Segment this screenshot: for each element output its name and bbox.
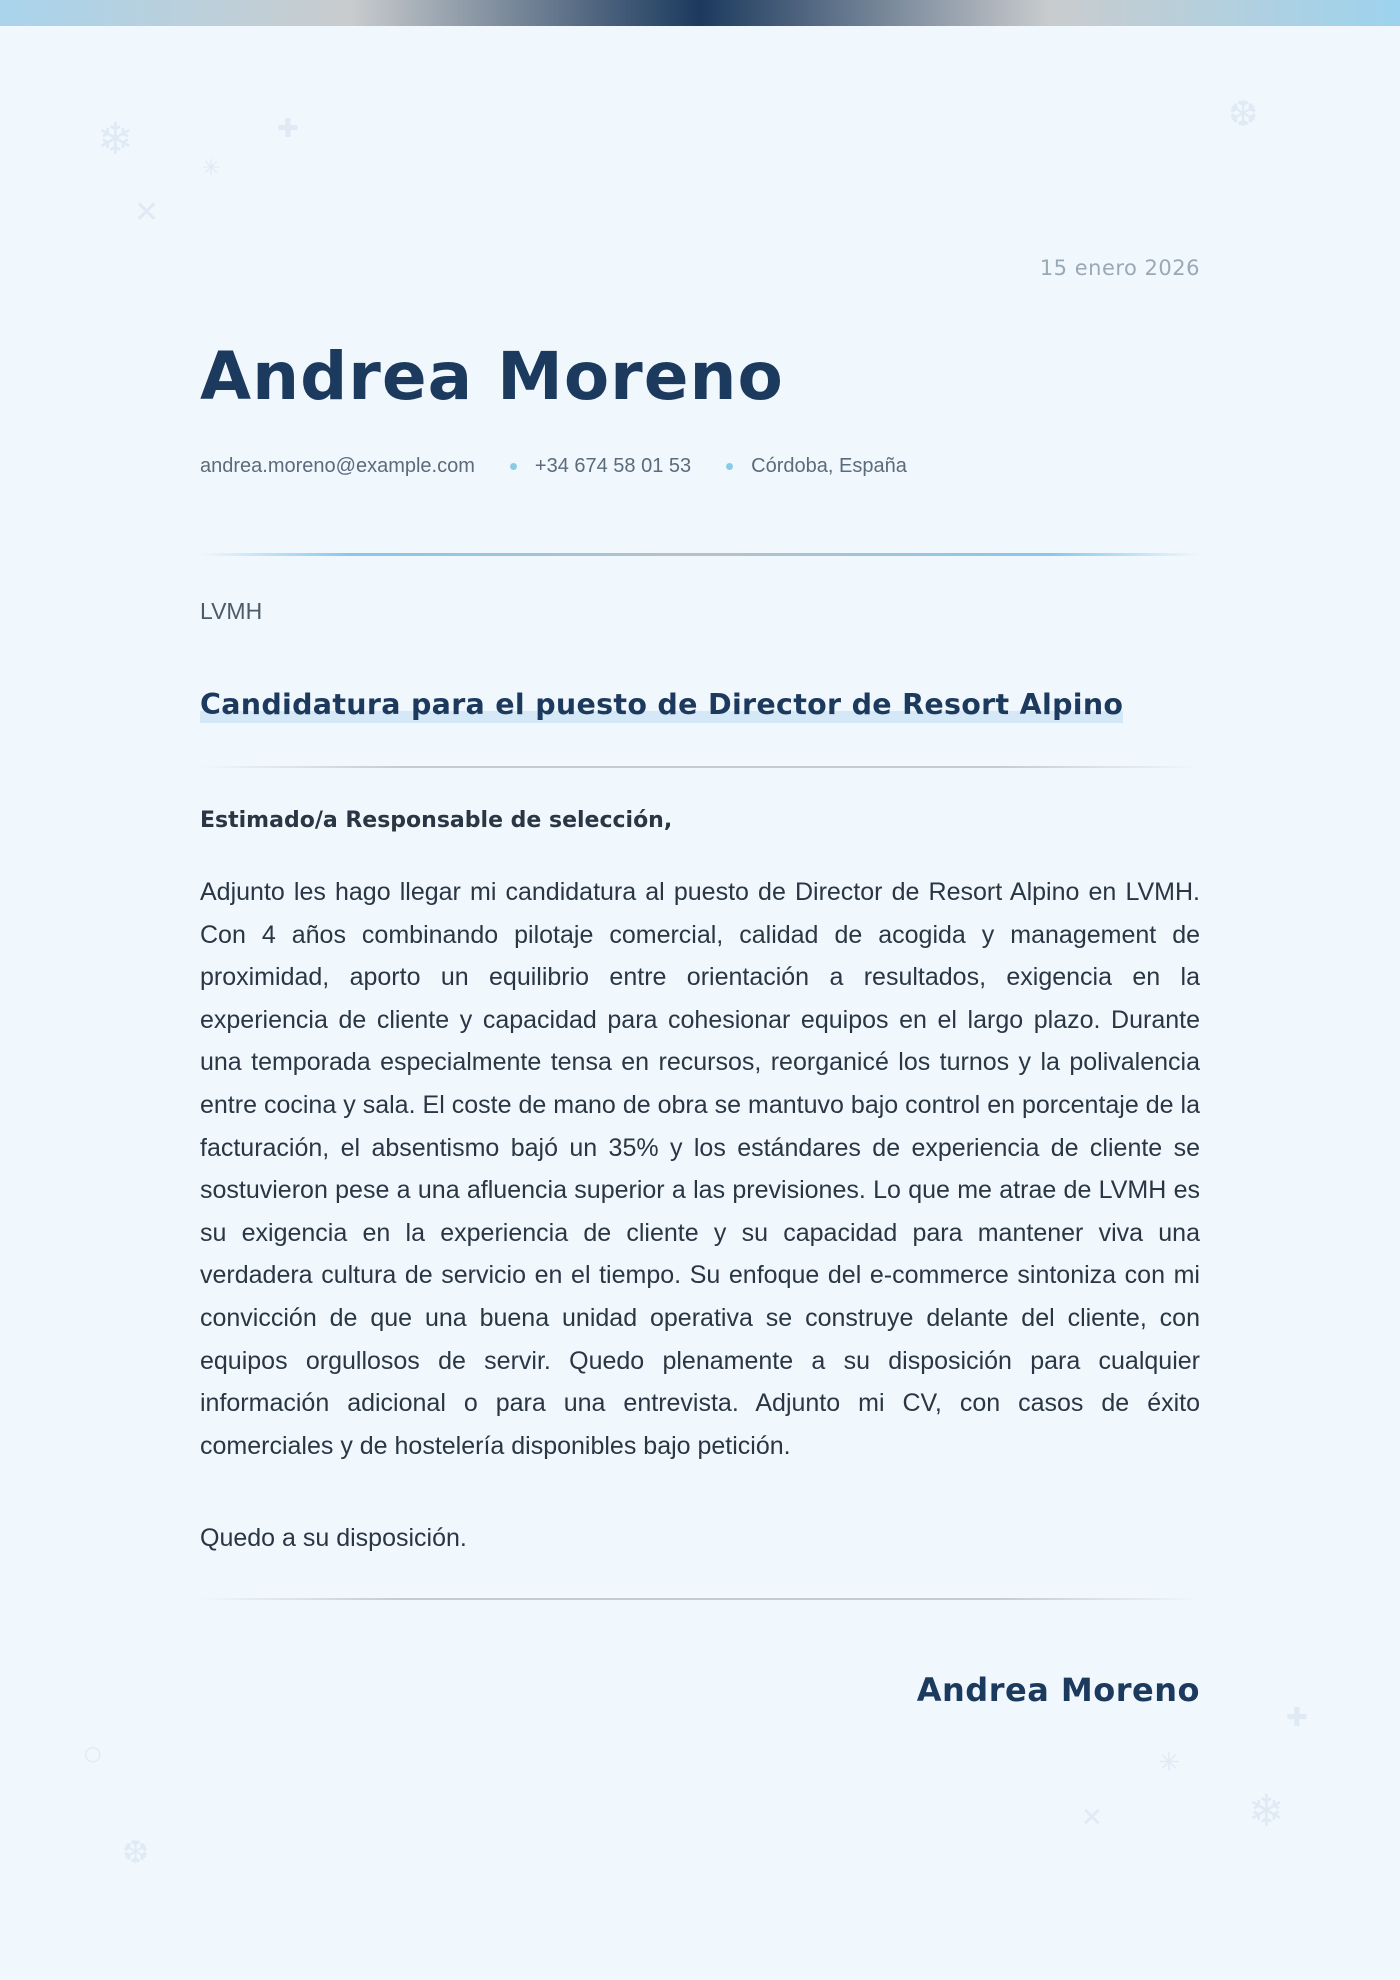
snowflake-icon: ❄ (97, 114, 134, 165)
subject-text (200, 688, 1123, 723)
recipient-company: LVMH (200, 598, 263, 624)
contact-location: Córdoba, España (751, 455, 907, 477)
sender-name: Andrea Moreno (200, 338, 784, 415)
contact-email: andrea.moreno@example.com (200, 455, 475, 477)
subject-label: Candidatura para el puesto de Director de Resort Alpino (200, 688, 1124, 721)
subject-line (200, 688, 1123, 723)
letter-body: Adjunto les hago llegar mi candidatura al puesto de Director de Resort Alpino en LVMH. Con 4 años combinando pilotaje comercial, calidad de acogida y management de proximidad, aporto un equilibrio entre orientación a resultados, exigencia en la experiencia de cliente y capacidad para cohesionar equipos en el largo plazo. Durante una temporada especialmente tensa en recursos, reorganicé los turnos y la polivalencia entre cocina y sala. El coste de mano de obra se mantuvo bajo control en porcentaje de la facturación, el absentismo bajó un 35% y los estándares de experiencia de cliente se sostuvieron pese a una afluencia superior a las previsiones. Lo que me atrae de LVMH es su exigencia en la experiencia de cliente y su capacidad para mantener viva una verdadera cultura de servicio en el tiempo. Su enfoque del e-commerce sintoniza con mi convicción de que una buena unidad operativa se construye delante del cliente, con equipos orgullosos de servir. Quedo plenamente a su disposición para cualquier información adicional o para una entrevista. Adjunto mi CV, con casos de éxito comerciales y de hostelería disponibles bajo petición. (200, 878, 1200, 1460)
subject-divider (200, 766, 1200, 768)
greeting: Estimado/a Responsable de selección, (200, 808, 673, 833)
sparkle-icon: ○ (84, 1741, 102, 1765)
letter-date: 15 enero 2026 (1039, 256, 1200, 280)
cross-icon: ✕ (1081, 1803, 1103, 1833)
bullet-dot (510, 463, 517, 470)
bullet-dot (726, 463, 733, 470)
closing: Quedo a su disposición. (200, 1524, 467, 1552)
snowflake-icon: ❆ (122, 1833, 149, 1871)
contact-info (200, 455, 907, 478)
sparkle-icon: ✚ (1286, 1703, 1308, 1733)
signature: Andrea Moreno (916, 1671, 1200, 1709)
closing-divider (200, 1598, 1200, 1600)
snowflake-icon: ❆ (1228, 94, 1259, 135)
cross-icon: ✕ (134, 195, 160, 230)
letter-page (200, 0, 1200, 1980)
snowflake-icon: ❄ (1248, 1786, 1285, 1837)
snowflake-icon: ✳ (202, 156, 221, 181)
contact-phone: +34 674 58 01 53 (534, 455, 692, 477)
header-divider (200, 553, 1200, 556)
snowflake-icon: ✳ (1158, 1748, 1180, 1778)
sparkle-icon: ✚ (277, 114, 299, 144)
